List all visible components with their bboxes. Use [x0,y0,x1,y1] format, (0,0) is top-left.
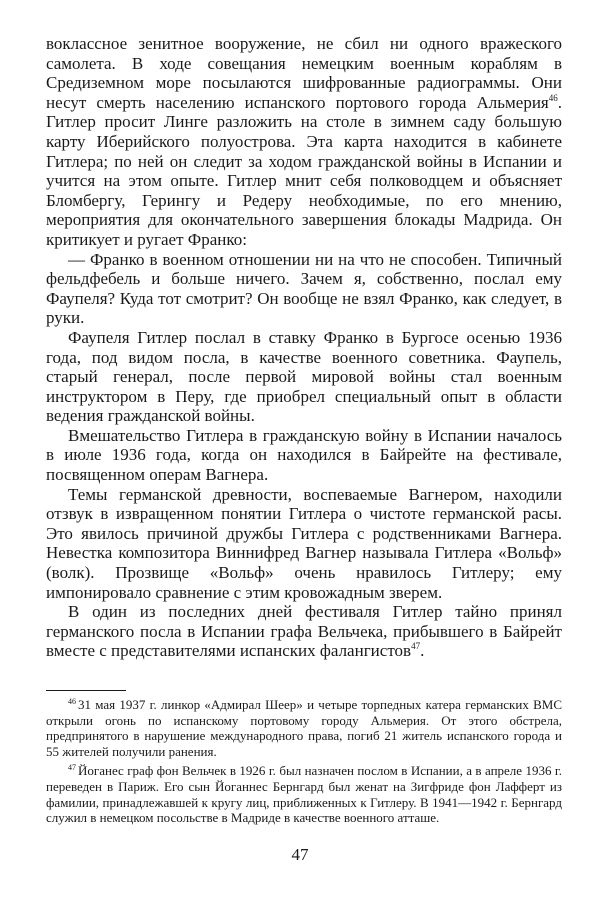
paragraph-6-text: В один из последних дней фестиваля Гитлер тайно принял германского посла в Испании графа Вельчека, прибывшего в Байрейт вместе с представителями испанских фалангистов [46,602,562,661]
footnote-text: 31 мая 1937 г. линкор «Адмирал Шеер» и четыре торпедных катера германских ВМС открыли огонь по испанскому портовому городу Альмерия. От этого обстрела, предпринятого в нарушение международного права, погиб 21 житель испанского города и 55 жителей получили ранения. [46,697,562,759]
footnote-number: 46 [68,697,76,706]
page-number: 47 [291,845,309,864]
paragraph-2: — Франко в военном отношении ни на что не способен. Типичный фельдфебель и больше ничего. Зачем я, собственно, послал ему Фаупеля? Куда тот смотрит? Он вообще не взял Франко, как следует, в руки. [46,249,562,328]
paragraph-1-text: воклассное зенитное вооружение, не сбил ни одного вражеского самолета. В ходе совещания немецким военным кораблям в Средиземном море посылаются шифрованные радиограммы. Они несут смерть населению испанского портового города Альмерия [46,34,562,112]
footnote-divider [46,690,126,691]
footnote-ref-46[interactable]: 46 [548,92,558,103]
paragraph-5: Темы германской древности, воспеваемые Вагнером, находили отзвук в извращенном понятии Гитлера о чистоте германской расы. Это явилось причиной дружбы Гитлера с родственниками Вагнера. Невестка композитора Виннифред Вагнер называла Гитлера «Вольф» (волк). Прозвище «Вольф» очень нравилось Гитлеру; ему импонировало сравнение с этим кровожадным зверем. [46,484,562,602]
footnote-46 [46,697,562,759]
paragraph-3: Фаупеля Гитлер послал в ставку Франко в Бургосе осенью 1936 года, под видом посла, в качестве военного советника. Фаупель, старый генерал, после первой мировой войны стал военным инструктором в Перу, где приобрел специальный опыт в области ведения гражданской войны. [46,327,562,426]
main-text [46,34,562,661]
footnote-47 [46,763,562,825]
footnotes [46,697,562,830]
paragraph-6-text-rest: . [420,641,425,661]
paragraph-4: Вмешательство Гитлера в гражданскую войну в Испании началось в июле 1936 года, когда он находился в Байрейте на фестивале, посвященном операм Вагнера. [46,425,562,485]
footnote-number: 47 [68,763,76,773]
paragraph-1 [46,34,562,250]
footnote-text: Йоганес граф фон Вельчек в 1926 г. был назначен послом в Испании, а в апреле 1936 г. переведен в Париж. Его сын Йоганнес Бернгард был женат на Зигфриде фон Лафферт из фамилии, принадлежавшей к кругу лиц, приближенных к Гитлеру. В 1941—1942 г. Бернгард служил в немецком посольстве в Мадриде в качестве военного атташе. [46,763,562,826]
paragraph-1-text-rest: . Гитлер просит Линге разложить на столе в зимнем саду большую карту Иберийского полуострова. Эта карта находится в кабинете Гитлера; по ней он следит за ходом гражданской войны в Испании и учится на этом опыте. Гитлер мнит себя полководцем и объясняет Бломбергу, Герингу и Редеру необходимые, по его мнению, мероприятия для окончательного завершения блокады Мадрида. Он критикует и ругает Франко: [46,92,562,249]
footnote-ref-47[interactable]: 47 [411,641,421,652]
paragraph-6 [46,602,562,661]
